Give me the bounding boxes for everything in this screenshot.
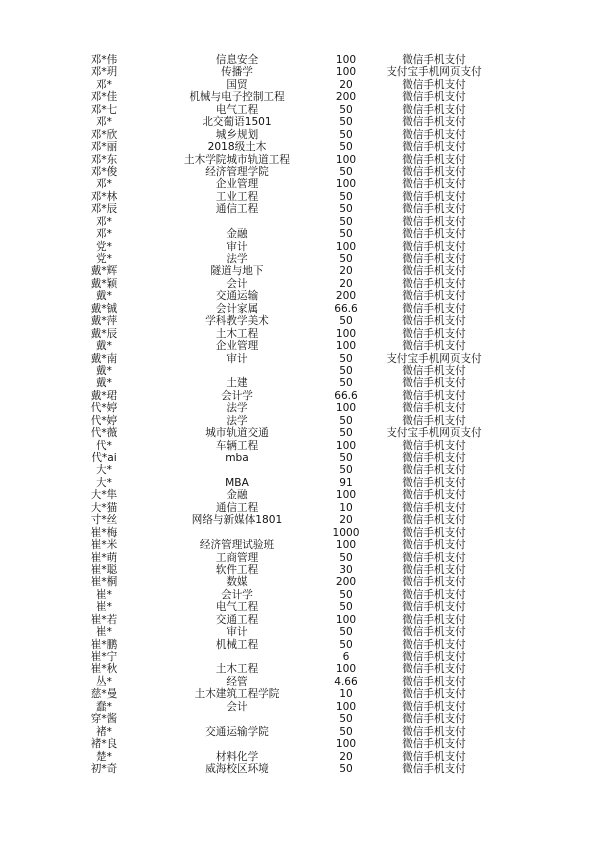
- donor-name-cell: 大*: [96, 464, 112, 477]
- payment-method-cell: 微信手机支付: [402, 402, 466, 415]
- amount-cell: 50: [339, 190, 353, 203]
- amount-cell: 66.6: [334, 302, 358, 315]
- amount-cell: 50: [339, 601, 353, 614]
- table-row: [0, 377, 600, 389]
- table-row: [0, 639, 600, 651]
- table-row: [0, 738, 600, 750]
- payment-method-cell: 微信手机支付: [402, 725, 466, 738]
- table-row: [0, 763, 600, 775]
- payment-method-cell: 微信手机支付: [402, 103, 466, 116]
- payment-method-cell: 微信手机支付: [402, 476, 466, 489]
- table-row: [0, 477, 600, 489]
- table-row: [0, 626, 600, 638]
- payment-method-cell: 微信手机支付: [402, 526, 466, 539]
- donor-name-cell: 慈*曼: [90, 688, 118, 701]
- donor-name-cell: 邓*: [96, 228, 112, 241]
- amount-cell: 100: [335, 340, 357, 353]
- payment-method-cell: 微信手机支付: [402, 588, 466, 601]
- amount-cell: 100: [335, 489, 357, 502]
- department-cell: 信息安全: [215, 54, 259, 66]
- department-cell: 交通运输学院: [205, 725, 269, 738]
- donation-table: [0, 54, 600, 775]
- table-row: [0, 129, 600, 141]
- amount-cell: 4.66: [334, 675, 358, 688]
- donor-name-cell: 褚*良: [90, 738, 118, 751]
- table-row: [0, 390, 600, 402]
- payment-method-cell: 微信手机支付: [402, 290, 466, 303]
- amount-cell: 10: [339, 688, 353, 701]
- department-cell: 土建: [226, 377, 248, 390]
- table-row: [0, 651, 600, 663]
- department-cell: 法学: [226, 414, 248, 427]
- amount-cell: 100: [335, 178, 357, 191]
- amount-cell: 100: [335, 613, 357, 626]
- table-row: [0, 564, 600, 576]
- amount-cell: 20: [339, 78, 353, 91]
- department-cell: 会计学: [221, 588, 253, 601]
- payment-method-cell: 微信手机支付: [402, 240, 466, 253]
- donor-name-cell: 崔*: [96, 626, 112, 639]
- payment-method-cell: 支付宝手机网页支付: [386, 352, 482, 365]
- donor-name-cell: 戴*铖: [90, 302, 118, 315]
- amount-cell: 100: [335, 439, 357, 452]
- payment-method-cell: 微信手机支付: [402, 327, 466, 340]
- amount-cell: 50: [339, 116, 353, 129]
- donor-name-cell: 戴*: [96, 377, 112, 390]
- donor-name-cell: 穿*酱: [90, 713, 118, 726]
- department-cell: mba: [225, 452, 249, 464]
- table-row: [0, 402, 600, 414]
- payment-method-cell: 微信手机支付: [402, 439, 466, 452]
- department-cell: 金融: [226, 489, 248, 502]
- donor-name-cell: 楚*: [96, 750, 112, 763]
- amount-cell: 91: [339, 476, 353, 489]
- department-cell: 法学: [226, 253, 248, 265]
- table-row: [0, 154, 600, 166]
- payment-method-cell: 微信手机支付: [402, 165, 466, 178]
- amount-cell: 30: [339, 563, 353, 576]
- department-cell: 审计: [226, 352, 248, 365]
- payment-method-cell: 微信手机支付: [402, 315, 466, 328]
- donor-name-cell: 戴*珺: [90, 389, 118, 402]
- donor-name-cell: 邓*佳: [90, 91, 118, 104]
- department-cell: 传播学: [221, 66, 253, 79]
- amount-cell: 100: [335, 539, 357, 552]
- amount-cell: 100: [335, 153, 357, 166]
- donor-name-cell: 大*: [96, 476, 112, 489]
- table-row: [0, 328, 600, 340]
- table-row: [0, 663, 600, 675]
- table-row: [0, 315, 600, 327]
- department-cell: 会计家属: [215, 302, 259, 315]
- table-row: [0, 104, 600, 116]
- amount-cell: 200: [335, 290, 357, 303]
- department-cell: 网络与新媒体1801: [191, 514, 283, 527]
- department-cell: 国贸: [226, 78, 248, 91]
- department-cell: 隧道与地下: [210, 265, 264, 278]
- amount-cell: 50: [339, 103, 353, 116]
- amount-cell: 100: [335, 700, 357, 713]
- table-row: [0, 79, 600, 91]
- payment-method-cell: 微信手机支付: [402, 116, 466, 129]
- donor-name-cell: 邓*东: [90, 153, 118, 166]
- department-cell: 机械与电子控制工程: [189, 91, 285, 104]
- department-cell: 审计: [226, 626, 248, 639]
- payment-method-cell: 微信手机支付: [402, 414, 466, 427]
- payment-method-cell: 微信手机支付: [402, 91, 466, 104]
- department-cell: 交通工程: [215, 613, 259, 626]
- table-row: [0, 751, 600, 763]
- donor-name-cell: 党*: [96, 240, 112, 253]
- department-cell: 法学: [226, 402, 248, 415]
- donor-name-cell: 邓*欣: [90, 128, 118, 141]
- payment-method-cell: 微信手机支付: [402, 364, 466, 377]
- department-cell: 城市轨道交通: [205, 427, 269, 440]
- department-cell: 电气工程: [215, 103, 259, 116]
- amount-cell: 50: [339, 128, 353, 141]
- donor-name-cell: 邓*: [96, 215, 112, 228]
- payment-method-cell: 微信手机支付: [402, 638, 466, 651]
- department-cell: 交通运输: [215, 290, 259, 303]
- table-row: [0, 141, 600, 153]
- donor-name-cell: 崔*萌: [90, 551, 118, 564]
- donor-name-cell: 代*: [96, 439, 112, 452]
- donor-name-cell: 崔*: [96, 601, 112, 614]
- amount-cell: 50: [339, 452, 353, 464]
- donor-name-cell: 褚*: [96, 725, 112, 738]
- amount-cell: 50: [339, 165, 353, 178]
- table-row: [0, 676, 600, 688]
- donor-name-cell: 戴*辉: [90, 265, 118, 278]
- table-row: [0, 265, 600, 277]
- donor-name-cell: 邓*: [96, 178, 112, 191]
- department-cell: 土木建筑工程学院: [194, 688, 280, 701]
- donor-name-cell: 戴*南: [90, 352, 118, 365]
- payment-method-cell: 微信手机支付: [402, 128, 466, 141]
- department-cell: 软件工程: [215, 563, 259, 576]
- table-row: [0, 203, 600, 215]
- department-cell: 电气工程: [215, 601, 259, 614]
- table-row: [0, 278, 600, 290]
- donor-name-cell: 邓*俊: [90, 165, 118, 178]
- department-cell: 学科教学美术: [205, 315, 269, 328]
- amount-cell: 100: [335, 327, 357, 340]
- table-row: [0, 614, 600, 626]
- payment-method-cell: 微信手机支付: [402, 253, 466, 265]
- payment-method-cell: 微信手机支付: [402, 178, 466, 191]
- amount-cell: 50: [339, 588, 353, 601]
- payment-method-cell: 微信手机支付: [402, 539, 466, 552]
- amount-cell: 50: [339, 414, 353, 427]
- amount-cell: 20: [339, 277, 353, 290]
- donor-name-cell: 崔*秋: [90, 663, 118, 676]
- payment-method-cell: 微信手机支付: [402, 489, 466, 502]
- payment-method-cell: 微信手机支付: [402, 576, 466, 589]
- payment-method-cell: 微信手机支付: [402, 514, 466, 527]
- amount-cell: 200: [335, 91, 357, 104]
- payment-method-cell: 微信手机支付: [402, 228, 466, 241]
- payment-method-cell: 微信手机支付: [402, 762, 466, 775]
- donor-name-cell: 戴*: [96, 340, 112, 353]
- donor-name-cell: 寸*丝: [90, 514, 118, 527]
- payment-method-cell: 微信手机支付: [402, 675, 466, 688]
- donor-name-cell: 崔*若: [90, 613, 118, 626]
- payment-method-cell: 微信手机支付: [402, 302, 466, 315]
- department-cell: 威海校区环境: [205, 762, 269, 775]
- department-cell: 土木学院城市轨道工程: [184, 153, 290, 166]
- table-row: [0, 514, 600, 526]
- donor-name-cell: 代*婷: [90, 402, 118, 415]
- table-row: [0, 353, 600, 365]
- department-cell: 数媒: [226, 576, 248, 589]
- table-row: [0, 290, 600, 302]
- donor-name-cell: 戴*: [96, 364, 112, 377]
- payment-method-cell: 微信手机支付: [402, 54, 466, 66]
- donor-name-cell: 崔*梅: [90, 526, 118, 539]
- amount-cell: 50: [339, 141, 353, 154]
- payment-method-cell: 微信手机支付: [402, 277, 466, 290]
- payment-method-cell: 微信手机支付: [402, 153, 466, 166]
- table-row: [0, 527, 600, 539]
- payment-method-cell: 微信手机支付: [402, 626, 466, 639]
- table-row: [0, 365, 600, 377]
- amount-cell: 20: [339, 265, 353, 278]
- table-row: [0, 178, 600, 190]
- donor-name-cell: 代*薇: [90, 427, 118, 440]
- department-cell: 会计学: [221, 389, 253, 402]
- amount-cell: 100: [335, 402, 357, 415]
- donor-name-cell: 代*婷: [90, 414, 118, 427]
- donor-name-cell: 蠢*: [96, 700, 112, 713]
- table-row: [0, 228, 600, 240]
- department-cell: 北交葡语1501: [202, 116, 272, 129]
- table-row: [0, 91, 600, 103]
- table-row: [0, 688, 600, 700]
- amount-cell: 50: [339, 215, 353, 228]
- amount-cell: 50: [339, 464, 353, 477]
- donor-name-cell: 崔*: [96, 588, 112, 601]
- amount-cell: 50: [339, 725, 353, 738]
- table-row: [0, 601, 600, 613]
- table-row: [0, 216, 600, 228]
- payment-method-cell: 微信手机支付: [402, 601, 466, 614]
- donor-name-cell: 崔*米: [90, 539, 118, 552]
- payment-method-cell: 微信手机支付: [402, 613, 466, 626]
- table-row: [0, 589, 600, 601]
- donor-name-cell: 戴*萍: [90, 315, 118, 328]
- table-row: [0, 539, 600, 551]
- donor-name-cell: 邓*: [96, 116, 112, 129]
- department-cell: 机械工程: [215, 638, 259, 651]
- payment-method-cell: 微信手机支付: [402, 340, 466, 353]
- department-cell: 车辆工程: [215, 439, 259, 452]
- department-cell: 城乡规划: [215, 128, 259, 141]
- department-cell: 金融: [226, 228, 248, 241]
- table-row: [0, 726, 600, 738]
- amount-cell: 50: [339, 315, 353, 328]
- table-row: [0, 66, 600, 78]
- department-cell: 经济管理试验班: [199, 539, 275, 552]
- table-row: [0, 502, 600, 514]
- table-row: [0, 415, 600, 427]
- table-row: [0, 116, 600, 128]
- donor-name-cell: 代*ai: [91, 452, 117, 464]
- amount-cell: 50: [339, 203, 353, 216]
- amount-cell: 6: [342, 651, 350, 663]
- payment-method-cell: 微信手机支付: [402, 563, 466, 576]
- amount-cell: 100: [335, 240, 357, 253]
- payment-method-cell: 微信手机支付: [402, 663, 466, 676]
- payment-method-cell: 微信手机支付: [402, 713, 466, 726]
- amount-cell: 50: [339, 638, 353, 651]
- payment-method-cell: 支付宝手机网页支付: [386, 66, 482, 79]
- department-cell: 会计: [226, 700, 248, 713]
- payment-method-cell: 微信手机支付: [402, 750, 466, 763]
- amount-cell: 50: [339, 713, 353, 726]
- department-cell: 土木工程: [215, 663, 259, 676]
- donor-name-cell: 邓*七: [90, 103, 118, 116]
- department-cell: 通信工程: [215, 203, 259, 216]
- payment-method-cell: 微信手机支付: [402, 215, 466, 228]
- donor-name-cell: 大*猫: [90, 501, 118, 514]
- amount-cell: 50: [339, 626, 353, 639]
- donor-name-cell: 崔*桐: [90, 576, 118, 589]
- donor-name-cell: 戴*辰: [90, 327, 118, 340]
- donor-name-cell: 戴*: [96, 290, 112, 303]
- payment-method-cell: 微信手机支付: [402, 190, 466, 203]
- amount-cell: 50: [339, 427, 353, 440]
- payment-method-cell: 微信手机支付: [402, 688, 466, 701]
- donor-name-cell: 邓*辰: [90, 203, 118, 216]
- amount-cell: 50: [339, 364, 353, 377]
- department-cell: 审计: [226, 240, 248, 253]
- payment-method-cell: 微信手机支付: [402, 141, 466, 154]
- table-row: [0, 440, 600, 452]
- table-row: [0, 427, 600, 439]
- department-cell: 土木工程: [215, 327, 259, 340]
- donor-name-cell: 崔*宁: [90, 651, 118, 663]
- donor-name-cell: 崔*鹏: [90, 638, 118, 651]
- amount-cell: 100: [335, 663, 357, 676]
- payment-method-cell: 微信手机支付: [402, 651, 466, 663]
- table-row: [0, 489, 600, 501]
- payment-method-cell: 微信手机支付: [402, 452, 466, 464]
- payment-method-cell: 微信手机支付: [402, 389, 466, 402]
- table-row: [0, 340, 600, 352]
- amount-cell: 100: [335, 54, 357, 66]
- table-row: [0, 303, 600, 315]
- table-row: [0, 253, 600, 265]
- department-cell: 工业工程: [215, 190, 259, 203]
- payment-method-cell: 微信手机支付: [402, 738, 466, 751]
- table-row: [0, 166, 600, 178]
- donor-name-cell: 邓*丽: [90, 141, 118, 154]
- donor-name-cell: 初*奇: [90, 762, 118, 775]
- donor-name-cell: 党*: [96, 253, 112, 265]
- amount-cell: 20: [339, 750, 353, 763]
- amount-cell: 100: [335, 66, 357, 79]
- table-row: [0, 713, 600, 725]
- amount-cell: 200: [335, 576, 357, 589]
- department-cell: 企业管理: [215, 340, 259, 353]
- amount-cell: 10: [339, 501, 353, 514]
- payment-method-cell: 微信手机支付: [402, 203, 466, 216]
- table-row: [0, 452, 600, 464]
- amount-cell: 50: [339, 762, 353, 775]
- donor-name-cell: 戴*颖: [90, 277, 118, 290]
- amount-cell: 50: [339, 228, 353, 241]
- donor-name-cell: 崔*聪: [90, 563, 118, 576]
- amount-cell: 50: [339, 377, 353, 390]
- payment-method-cell: 微信手机支付: [402, 551, 466, 564]
- donor-name-cell: 邓*伟: [90, 54, 118, 66]
- table-row: [0, 241, 600, 253]
- department-cell: 经济管理学院: [205, 165, 269, 178]
- table-row: [0, 464, 600, 476]
- amount-cell: 100: [335, 738, 357, 751]
- department-cell: 材料化学: [215, 750, 259, 763]
- department-cell: 通信工程: [215, 501, 259, 514]
- department-cell: 工商管理: [215, 551, 259, 564]
- department-cell: 会计: [226, 277, 248, 290]
- payment-method-cell: 微信手机支付: [402, 377, 466, 390]
- payment-method-cell: 微信手机支付: [402, 700, 466, 713]
- amount-cell: 50: [339, 253, 353, 265]
- donor-name-cell: 邓*林: [90, 190, 118, 203]
- donor-name-cell: 邓*玥: [90, 66, 118, 79]
- payment-method-cell: 微信手机支付: [402, 501, 466, 514]
- department-cell: 2018级土木: [207, 141, 267, 154]
- department-cell: 经管: [226, 675, 248, 688]
- department-cell: 企业管理: [215, 178, 259, 191]
- payment-method-cell: 支付宝手机网页支付: [386, 427, 482, 440]
- department-cell: MBA: [225, 476, 249, 489]
- payment-method-cell: 微信手机支付: [402, 265, 466, 278]
- payment-method-cell: 微信手机支付: [402, 464, 466, 477]
- table-row: [0, 552, 600, 564]
- table-row: [0, 191, 600, 203]
- amount-cell: 50: [339, 551, 353, 564]
- table-row: [0, 576, 600, 588]
- donor-name-cell: 邓*: [96, 78, 112, 91]
- payment-method-cell: 微信手机支付: [402, 78, 466, 91]
- amount-cell: 66.6: [334, 389, 358, 402]
- amount-cell: 50: [339, 352, 353, 365]
- amount-cell: 1000: [332, 526, 360, 539]
- table-row: [0, 54, 600, 66]
- donor-name-cell: 大*隼: [90, 489, 118, 502]
- amount-cell: 20: [339, 514, 353, 527]
- table-row: [0, 701, 600, 713]
- donor-name-cell: 丛*: [96, 675, 112, 688]
